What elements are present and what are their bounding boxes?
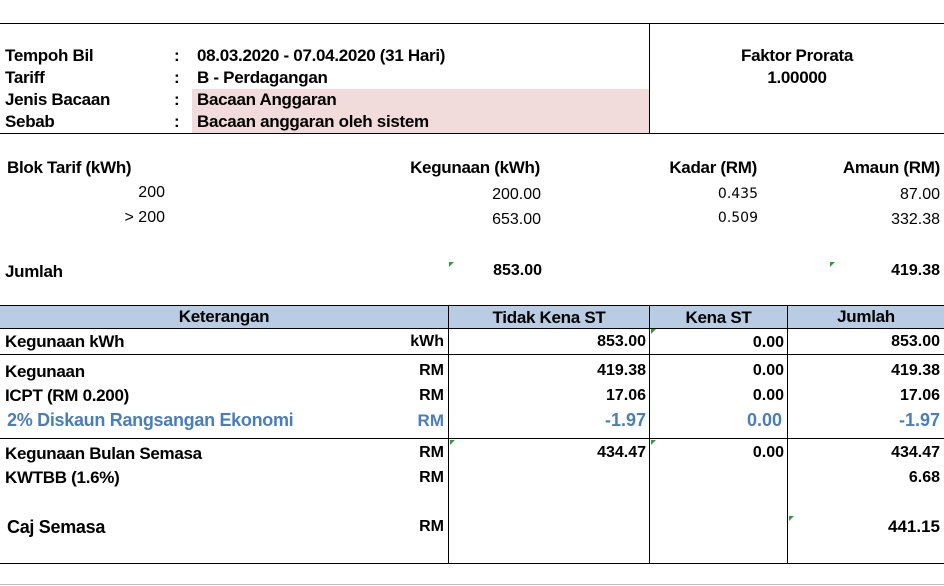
row-label: Kegunaan Bulan Semasa	[5, 444, 202, 463]
kegunaan-value: 200.00	[492, 186, 541, 203]
col-divider	[787, 306, 788, 564]
row-unit: RM	[419, 518, 444, 535]
header-kadar: Kadar (RM)	[669, 158, 757, 177]
row-label: Kegunaan kWh	[5, 332, 125, 351]
sep-tempoh-bil: :	[174, 46, 180, 65]
jumlah-value: 6.68	[908, 469, 940, 486]
tidak-kena-st-value: -1.97	[604, 410, 646, 430]
cell-marker-icon	[651, 329, 656, 334]
col-divider	[448, 306, 449, 564]
row-label: KWTBB (1.6%)	[5, 468, 120, 487]
label-tariff: Tariff	[5, 68, 45, 87]
header-keterangan: Keterangan	[178, 307, 270, 326]
header-kena-st: Kena ST	[685, 308, 752, 327]
amaun-value: 332.38	[891, 211, 940, 228]
jumlah-value: -1.97	[898, 410, 940, 430]
row-label: Caj Semasa	[7, 517, 106, 537]
header-jumlah: Jumlah	[837, 307, 895, 326]
kadar-value: 0.509	[717, 210, 758, 226]
tidak-kena-st-value: 434.47	[597, 444, 646, 461]
cell-marker-icon	[651, 440, 656, 445]
kadar-value: 0.435	[717, 186, 758, 202]
cell-marker-icon	[450, 440, 455, 445]
total-kegunaan: 853.00	[493, 262, 542, 279]
value-jenis-bacaan: Bacaan Anggaran	[197, 90, 337, 109]
kena-st-value: 0.00	[752, 387, 784, 404]
row-unit: RM	[419, 469, 444, 486]
jumlah-value: 419.38	[891, 362, 940, 379]
row-unit: kWh	[410, 333, 444, 350]
header-blok-tarif: Blok Tarif (kWh)	[7, 158, 132, 177]
total-label: Jumlah	[5, 262, 63, 281]
kena-st-value: 0.00	[752, 444, 784, 461]
row-label: ICPT (RM 0.200)	[5, 386, 129, 405]
jumlah-value: 853.00	[891, 333, 940, 350]
amaun-value: 87.00	[899, 186, 940, 203]
kena-st-value: 0.00	[746, 410, 782, 430]
top-border	[0, 23, 944, 24]
row-label: Kegunaan	[5, 362, 85, 381]
tidak-kena-st-value: 17.06	[605, 387, 646, 404]
col-divider	[649, 306, 650, 564]
sep-tariff: :	[174, 68, 180, 87]
row-unit: RM	[419, 387, 444, 404]
kena-st-value: 0.00	[752, 334, 784, 351]
row-unit: RM	[419, 444, 444, 461]
faktor-prorata-label: Faktor Prorata	[740, 46, 853, 65]
sep-jenis-bacaan: :	[174, 90, 180, 109]
header-amaun: Amaun (RM)	[842, 158, 940, 177]
row-separator	[0, 438, 944, 439]
cell-marker-icon	[789, 516, 794, 521]
bottom-gridline	[0, 584, 944, 585]
value-tariff: B - Perdagangan	[197, 68, 328, 87]
total-amaun: 419.38	[891, 262, 940, 279]
jumlah-value: 17.06	[899, 387, 940, 404]
blok-value: > 200	[124, 209, 165, 226]
tidak-kena-st-value: 853.00	[597, 333, 646, 350]
tidak-kena-st-value: 419.38	[597, 362, 646, 379]
kena-st-value: 0.00	[752, 362, 784, 379]
label-tempoh-bil: Tempoh Bil	[5, 46, 94, 65]
row-unit: RM	[419, 362, 444, 379]
jumlah-value: 434.47	[891, 444, 940, 461]
header-kegunaan: Kegunaan (kWh)	[410, 158, 540, 177]
header-tidak-kena-st: Tidak Kena ST	[492, 308, 606, 327]
value-tempoh-bil: 08.03.2020 - 07.04.2020 (31 Hari)	[197, 46, 446, 65]
kegunaan-value: 653.00	[492, 211, 541, 228]
jumlah-value: 441.15	[888, 517, 940, 536]
sep-sebab: :	[174, 112, 180, 131]
faktor-prorata-value: 1.00000	[767, 68, 827, 87]
label-sebab: Sebab	[5, 112, 55, 131]
blok-value: 200	[138, 184, 165, 201]
summary-header-bottom	[0, 328, 944, 329]
info-bottom-border	[0, 133, 944, 134]
summary-bottom-border	[0, 563, 944, 564]
label-jenis-bacaan: Jenis Bacaan	[5, 90, 111, 109]
row-separator	[0, 354, 944, 355]
value-sebab: Bacaan anggaran oleh sistem	[197, 112, 429, 131]
row-unit: RM	[417, 411, 444, 430]
row-label: 2% Diskaun Rangsangan Ekonomi	[7, 410, 294, 430]
